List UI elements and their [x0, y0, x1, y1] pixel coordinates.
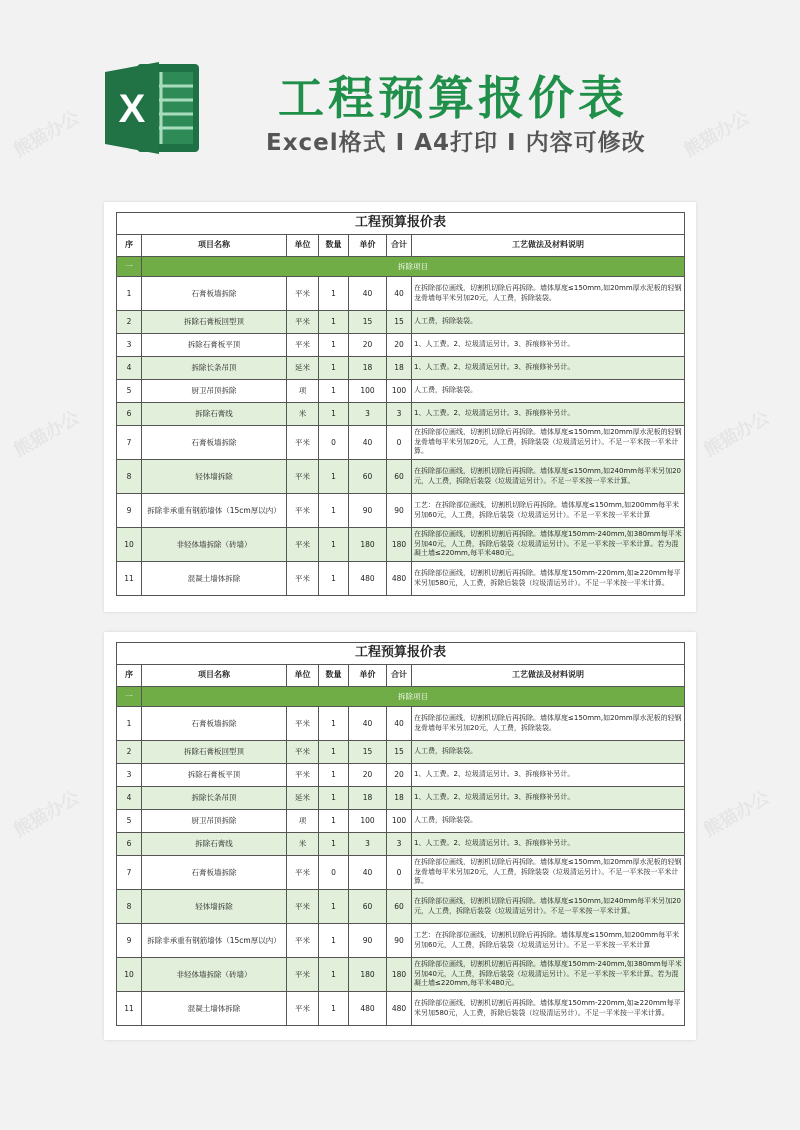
cell-no: 8 [117, 890, 142, 924]
cell-total: 3 [387, 833, 412, 856]
cell-name: 厨卫吊顶拆除 [142, 810, 287, 833]
table-row [117, 958, 685, 992]
svg-text:X: X [118, 87, 146, 131]
cell-no: 10 [117, 958, 142, 992]
watermark: 熊猫办公 [10, 407, 84, 462]
column-header: 序 [117, 665, 142, 687]
watermark: 熊猫办公 [10, 107, 84, 162]
cell-price: 20 [349, 334, 387, 357]
cell-desc: 人工费，拆除装袋。 [412, 741, 685, 764]
cell-name: 石膏板墙拆除 [142, 277, 287, 311]
cell-price: 40 [349, 856, 387, 890]
cell-qty: 1 [319, 494, 349, 528]
watermark: 熊猫办公 [700, 407, 774, 462]
cell-name: 混凝土墙体拆除 [142, 992, 287, 1026]
cell-name: 混凝土墙体拆除 [142, 562, 287, 596]
cell-total: 15 [387, 311, 412, 334]
cell-desc: 在拆除部位画线，切割机切割后再拆除。墙体厚度150mm-240mm,如380mm每平米另加40元，人工费，拆除后装袋（垃圾清运另计）。不足一平米按一平米计算。若为混凝土墙≤220mm,每平米480元。 [412, 958, 685, 992]
table-row [117, 460, 685, 494]
cell-total: 480 [387, 992, 412, 1026]
cell-qty: 1 [319, 334, 349, 357]
cell-unit: 平米 [287, 992, 319, 1026]
cell-qty: 1 [319, 992, 349, 1026]
cell-price: 18 [349, 357, 387, 380]
cell-no: 5 [117, 380, 142, 403]
cell-name: 拆除石膏板回型顶 [142, 311, 287, 334]
page-subtitle: Excel格式 I A4打印 I 内容可修改 [266, 130, 646, 156]
cell-no: 4 [117, 787, 142, 810]
cell-desc: 在拆除部位画线，切割机切割后再拆除。墙体厚度150mm-220mm,如≥220mm每平米另加580元，人工费，拆除后装袋（垃圾清运另计）。不足一平米按一平米计算。 [412, 562, 685, 596]
table-row [117, 528, 685, 562]
cell-qty: 1 [319, 958, 349, 992]
cell-total: 0 [387, 856, 412, 890]
cell-desc: 工艺：在拆除部位画线，切割机切除后再拆除。墙体厚度≤150mm,如200mm每平米另加60元，人工费，拆除后装袋（垃圾清运另计）。不足一平米按一平米计算 [412, 494, 685, 528]
table-row [117, 277, 685, 311]
table-header-row [117, 235, 685, 257]
cell-price: 15 [349, 741, 387, 764]
cell-unit: 平米 [287, 562, 319, 596]
cell-total: 40 [387, 707, 412, 741]
cell-qty: 1 [319, 787, 349, 810]
cell-total: 180 [387, 958, 412, 992]
cell-unit: 平米 [287, 334, 319, 357]
cell-name: 拆除长条吊顶 [142, 357, 287, 380]
cell-unit: 平米 [287, 277, 319, 311]
column-header: 项目名称 [142, 235, 287, 257]
category-row [117, 687, 685, 707]
cell-name: 拆除石膏板回型顶 [142, 741, 287, 764]
cell-total: 180 [387, 528, 412, 562]
cell-desc: 在拆除部位画线，切割机切除后再拆除。墙体厚度≤150mm,如20mm厚水泥板的轻钢龙骨墙每平米另加20元，人工费，拆除装袋（垃圾清运另计）。不足一平米按一平米计算。 [412, 856, 685, 890]
cell-qty: 1 [319, 833, 349, 856]
cell-qty: 1 [319, 764, 349, 787]
cell-desc: 人工费，拆除装袋。 [412, 380, 685, 403]
cell-unit: 平米 [287, 426, 319, 460]
cell-unit: 米 [287, 833, 319, 856]
cell-name: 拆除石膏线 [142, 833, 287, 856]
cell-desc: 在拆除部位画线，切割机切除后再拆除。墙体厚度≤150mm,如20mm厚水泥板的轻钢龙骨墙每平米另加20元，人工费，拆除装袋（垃圾清运另计）。不足一平米按一平米计算。 [412, 426, 685, 460]
cell-qty: 1 [319, 357, 349, 380]
cell-qty: 1 [319, 890, 349, 924]
cell-total: 100 [387, 810, 412, 833]
cell-unit: 平米 [287, 764, 319, 787]
table-row [117, 494, 685, 528]
table-row [117, 707, 685, 741]
cell-name: 石膏板墙拆除 [142, 707, 287, 741]
budget-sheet-2 [104, 632, 696, 1040]
table-row [117, 924, 685, 958]
table-row [117, 380, 685, 403]
cell-desc: 工艺：在拆除部位画线，切割机切除后再拆除。墙体厚度≤150mm,如200mm每平米另加60元，人工费，拆除后装袋（垃圾清运另计）。不足一平米按一平米计算 [412, 924, 685, 958]
cell-name: 轻体墙拆除 [142, 890, 287, 924]
table-row [117, 992, 685, 1026]
cell-qty: 1 [319, 707, 349, 741]
cell-qty: 1 [319, 460, 349, 494]
page-title: 工程预算报价表 [278, 71, 628, 125]
cell-no: 2 [117, 311, 142, 334]
table-row [117, 334, 685, 357]
cell-unit: 平米 [287, 741, 319, 764]
cell-no: 7 [117, 426, 142, 460]
category-index: 一 [117, 687, 142, 707]
table-body [117, 213, 685, 596]
cell-price: 18 [349, 787, 387, 810]
category-index: 一 [117, 257, 142, 277]
cell-name: 轻体墙拆除 [142, 460, 287, 494]
cell-qty: 1 [319, 528, 349, 562]
cell-price: 40 [349, 277, 387, 311]
cell-desc: 1、人工费。2、垃圾清运另计。3、拆痕修补另计。 [412, 357, 685, 380]
table-title-row [117, 213, 685, 235]
cell-desc: 人工费，拆除装袋。 [412, 810, 685, 833]
cell-total: 100 [387, 380, 412, 403]
column-header: 数量 [319, 665, 349, 687]
cell-name: 拆除石膏板平顶 [142, 334, 287, 357]
cell-unit: 延米 [287, 357, 319, 380]
cell-desc: 1、人工费。2、垃圾清运另计。3、拆痕修补另计。 [412, 764, 685, 787]
cell-unit: 平米 [287, 707, 319, 741]
cell-no: 9 [117, 924, 142, 958]
cell-no: 3 [117, 334, 142, 357]
cell-desc: 1、人工费。2、垃圾清运另计。3、拆痕修补另计。 [412, 787, 685, 810]
cell-name: 拆除非承重有钢筋墙体（15cm厚以内） [142, 494, 287, 528]
watermark: 熊猫办公 [10, 787, 84, 842]
cell-desc: 1、人工费。2、垃圾清运另计。3、拆痕修补另计。 [412, 403, 685, 426]
cell-no: 9 [117, 494, 142, 528]
table-row [117, 741, 685, 764]
cell-desc: 在拆除部位画线，切割机切割后再拆除。墙体厚度150mm-220mm,如≥220mm每平米另加580元，人工费，拆除后装袋（垃圾清运另计）。不足一平米按一平米计算。 [412, 992, 685, 1026]
cell-total: 3 [387, 403, 412, 426]
cell-price: 40 [349, 426, 387, 460]
table-body [117, 643, 685, 1026]
category-name: 拆除项目 [142, 257, 685, 277]
column-header: 单位 [287, 665, 319, 687]
cell-unit: 项 [287, 380, 319, 403]
table-row [117, 562, 685, 596]
column-header: 项目名称 [142, 665, 287, 687]
cell-price: 3 [349, 403, 387, 426]
cell-unit: 米 [287, 403, 319, 426]
cell-total: 20 [387, 764, 412, 787]
cell-unit: 平米 [287, 856, 319, 890]
cell-price: 180 [349, 958, 387, 992]
cell-no: 1 [117, 277, 142, 311]
column-header: 单价 [349, 235, 387, 257]
cell-total: 15 [387, 741, 412, 764]
table-row [117, 403, 685, 426]
cell-unit: 平米 [287, 460, 319, 494]
cell-desc: 1、人工费。2、垃圾清运另计。3、拆痕修补另计。 [412, 334, 685, 357]
table-header-row [117, 665, 685, 687]
cell-price: 480 [349, 992, 387, 1026]
column-header: 序 [117, 235, 142, 257]
cell-price: 60 [349, 460, 387, 494]
cell-desc: 在拆除部位画线，切割机切除后再拆除。墙体厚度≤150mm,如240mm每平米另加20元，人工费，拆除后装袋（垃圾清运另计）。不足一平米按一平米计算。 [412, 890, 685, 924]
cell-qty: 1 [319, 380, 349, 403]
cell-total: 60 [387, 460, 412, 494]
cell-qty: 1 [319, 741, 349, 764]
budget-table [116, 642, 685, 1026]
cell-qty: 1 [319, 924, 349, 958]
cell-total: 18 [387, 357, 412, 380]
cell-no: 4 [117, 357, 142, 380]
cell-qty: 0 [319, 426, 349, 460]
cell-total: 90 [387, 494, 412, 528]
cell-no: 5 [117, 810, 142, 833]
cell-desc: 在拆除部位画线，切割机切除后再拆除。墙体厚度≤150mm,如20mm厚水泥板的轻钢龙骨墙每平米另加20元，人工费，拆除装袋。 [412, 277, 685, 311]
cell-no: 1 [117, 707, 142, 741]
table-row [117, 833, 685, 856]
table-row [117, 810, 685, 833]
cell-desc: 人工费，拆除装袋。 [412, 311, 685, 334]
cell-desc: 1、人工费。2、垃圾清运另计。3、拆痕修补另计。 [412, 833, 685, 856]
cell-name: 拆除石膏板平顶 [142, 764, 287, 787]
cell-total: 0 [387, 426, 412, 460]
cell-price: 100 [349, 380, 387, 403]
cell-unit: 平米 [287, 494, 319, 528]
cell-price: 90 [349, 494, 387, 528]
cell-unit: 延米 [287, 787, 319, 810]
cell-qty: 0 [319, 856, 349, 890]
cell-no: 10 [117, 528, 142, 562]
cell-desc: 在拆除部位画线，切割机切除后再拆除。墙体厚度≤150mm,如20mm厚水泥板的轻钢龙骨墙每平米另加20元，人工费，拆除装袋。 [412, 707, 685, 741]
category-row [117, 257, 685, 277]
budget-sheet-1 [104, 202, 696, 612]
table-row [117, 764, 685, 787]
cell-unit: 平米 [287, 311, 319, 334]
table-row [117, 426, 685, 460]
cell-unit: 平米 [287, 924, 319, 958]
cell-total: 90 [387, 924, 412, 958]
cell-price: 100 [349, 810, 387, 833]
category-name: 拆除项目 [142, 687, 685, 707]
watermark: 熊猫办公 [680, 107, 754, 162]
cell-no: 3 [117, 764, 142, 787]
cell-name: 厨卫吊顶拆除 [142, 380, 287, 403]
column-header: 工艺做法及材料说明 [412, 235, 685, 257]
table-row [117, 787, 685, 810]
cell-price: 20 [349, 764, 387, 787]
cell-total: 18 [387, 787, 412, 810]
cell-desc: 在拆除部位画线，切割机切除后再拆除。墙体厚度≤150mm,如240mm每平米另加20元，人工费，拆除后装袋（垃圾清运另计）。不足一平米按一平米计算。 [412, 460, 685, 494]
table-title: 工程预算报价表 [117, 213, 685, 235]
cell-no: 2 [117, 741, 142, 764]
cell-price: 3 [349, 833, 387, 856]
column-header: 单位 [287, 235, 319, 257]
cell-qty: 1 [319, 277, 349, 311]
cell-price: 480 [349, 562, 387, 596]
cell-no: 6 [117, 833, 142, 856]
column-header: 合计 [387, 665, 412, 687]
table-row [117, 856, 685, 890]
table-row [117, 890, 685, 924]
cell-qty: 1 [319, 311, 349, 334]
cell-total: 480 [387, 562, 412, 596]
cell-total: 40 [387, 277, 412, 311]
cell-qty: 1 [319, 403, 349, 426]
cell-total: 60 [387, 890, 412, 924]
watermark: 熊猫办公 [700, 787, 774, 842]
cell-price: 90 [349, 924, 387, 958]
cell-price: 40 [349, 707, 387, 741]
cell-no: 11 [117, 992, 142, 1026]
cell-unit: 平米 [287, 958, 319, 992]
cell-name: 石膏板墙拆除 [142, 426, 287, 460]
excel-logo-icon [103, 58, 203, 158]
cell-name: 拆除石膏线 [142, 403, 287, 426]
cell-total: 20 [387, 334, 412, 357]
budget-table [116, 212, 685, 596]
cell-unit: 平米 [287, 528, 319, 562]
cell-price: 60 [349, 890, 387, 924]
cell-name: 非轻体墙拆除（砖墙） [142, 958, 287, 992]
column-header: 工艺做法及材料说明 [412, 665, 685, 687]
cell-unit: 项 [287, 810, 319, 833]
cell-name: 拆除长条吊顶 [142, 787, 287, 810]
cell-price: 15 [349, 311, 387, 334]
cell-name: 石膏板墙拆除 [142, 856, 287, 890]
column-header: 单价 [349, 665, 387, 687]
table-row [117, 357, 685, 380]
cell-name: 拆除非承重有钢筋墙体（15cm厚以内） [142, 924, 287, 958]
column-header: 合计 [387, 235, 412, 257]
cell-name: 非轻体墙拆除（砖墙） [142, 528, 287, 562]
cell-unit: 平米 [287, 890, 319, 924]
cell-desc: 在拆除部位画线，切割机切割后再拆除。墙体厚度150mm-240mm,如380mm每平米另加40元，人工费，拆除后装袋（垃圾清运另计）。不足一平米按一平米计算。若为混凝土墙≤220mm,每平米480元。 [412, 528, 685, 562]
cell-no: 6 [117, 403, 142, 426]
poster-header [0, 0, 800, 190]
cell-qty: 1 [319, 810, 349, 833]
cell-no: 11 [117, 562, 142, 596]
table-row [117, 311, 685, 334]
table-title-row [117, 643, 685, 665]
cell-no: 8 [117, 460, 142, 494]
column-header: 数量 [319, 235, 349, 257]
cell-no: 7 [117, 856, 142, 890]
table-title: 工程预算报价表 [117, 643, 685, 665]
cell-price: 180 [349, 528, 387, 562]
cell-qty: 1 [319, 562, 349, 596]
